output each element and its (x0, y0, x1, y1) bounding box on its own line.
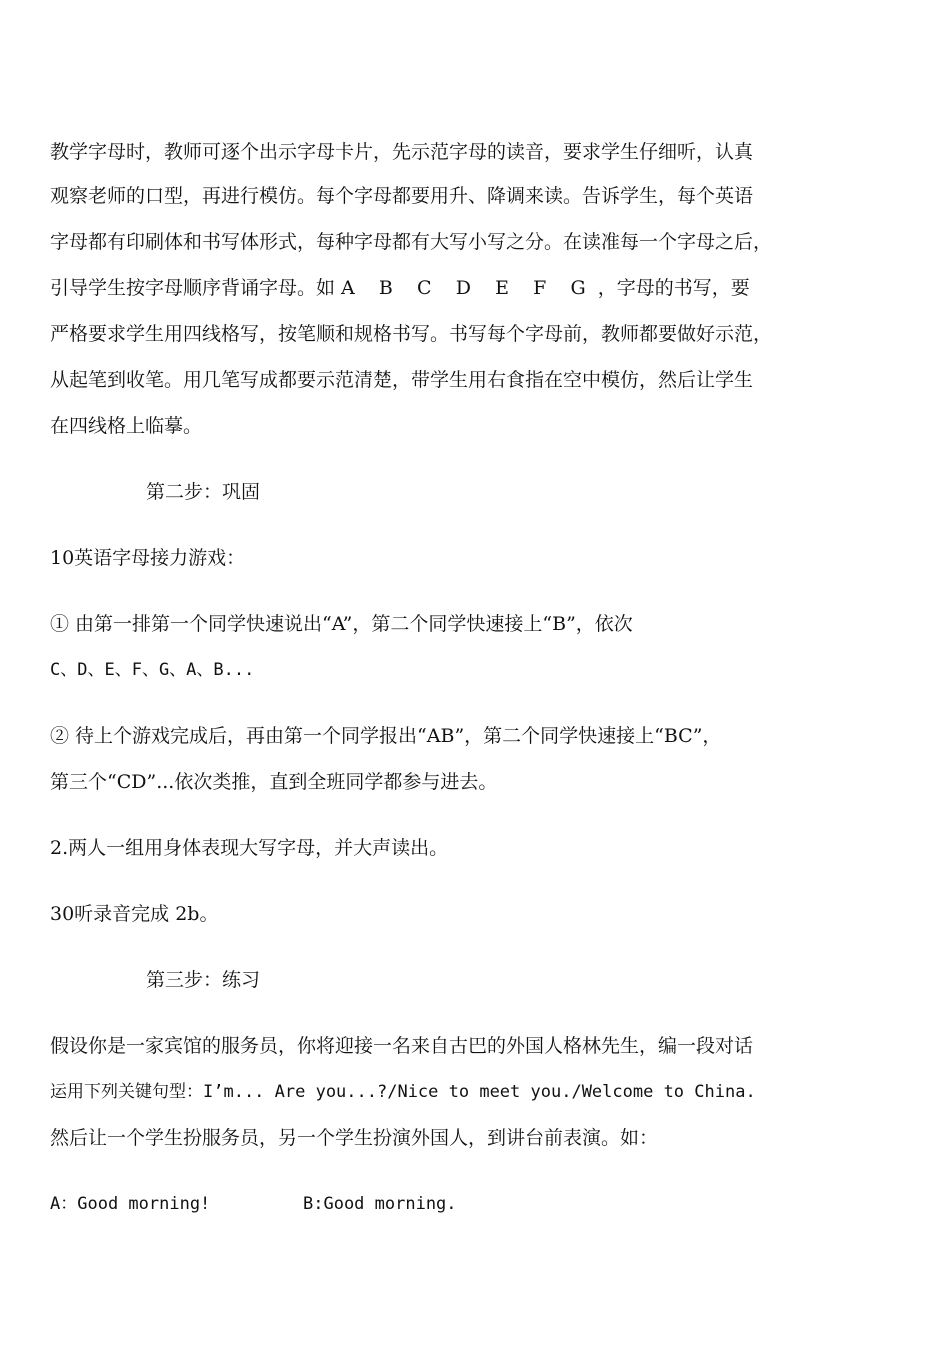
paragraph2-line-2: 运用下列关键句型：I’m... Are you...?/Nice to meet you./Welcome to China. (50, 1082, 756, 1102)
paragraph1-line-4: 引导学生按字母顺序背诵字母。如 A B C D E F G ，字母的书写，要 (50, 277, 750, 299)
paragraph1-line-5: 严格要求学生用四线格写，按笔顺和规格书写。书写每个字母前，教师都要做好示范， (50, 323, 773, 345)
step2-heading: 第二步：巩固 (146, 481, 261, 503)
dialogue-b-line: B:Good morning. (303, 1194, 457, 1214)
step3-heading: 第三步：练习 (146, 969, 261, 991)
item1-title: 10英语字母接力游戏： (50, 547, 246, 569)
paragraph2-line-3: 然后让一个学生扮服务员，另一个学生扮演外国人，到讲台前表演。如： (50, 1127, 659, 1149)
item2: 2.两人一组用身体表现大写字母，并大声读出。 (50, 837, 449, 859)
item1-sub1-line-2: C、D、E、F、G、A、B... (50, 660, 255, 680)
paragraph2-line-1: 假设你是一家宾馆的服务员，你将迎接一名来自古巴的外国人格林先生，编一段对话 (50, 1035, 754, 1057)
item3: 30听录音完成 2b。 (50, 903, 219, 925)
dialogue-a-line: A：Good morning! (50, 1194, 211, 1214)
paragraph1-line-1: 教学字母时，教师可逐个出示字母卡片，先示范字母的读音，要求学生仔细听，认真 (50, 141, 754, 163)
paragraph1-line-6: 从起笔到收笔。用几笔写成都要示范清楚，带学生用右食指在空中模仿，然后让学生 (50, 369, 754, 391)
item1-sub2-line-2: 第三个“CD”...依次类推，直到全班同学都参与进去。 (50, 771, 498, 793)
item1-sub2-line-1: ② 待上个游戏完成后，再由第一个同学报出“AB”，第二个同学快速接上“BC”， (50, 725, 722, 747)
paragraph1-line-7: 在四线格上临摹。 (50, 415, 203, 437)
paragraph1-line-3: 字母都有印刷体和书写体形式，每种字母都有大写小写之分。在读准每一个字母之后， (50, 231, 773, 253)
item1-sub1-line-1: ① 由第一排第一个同学快速说出“A”，第二个同学快速接上“B”，依次 (50, 613, 633, 635)
paragraph1-line-2: 观察老师的口型，再进行模仿。每个字母都要用升、降调来读。告诉学生，每个英语 (50, 185, 754, 207)
